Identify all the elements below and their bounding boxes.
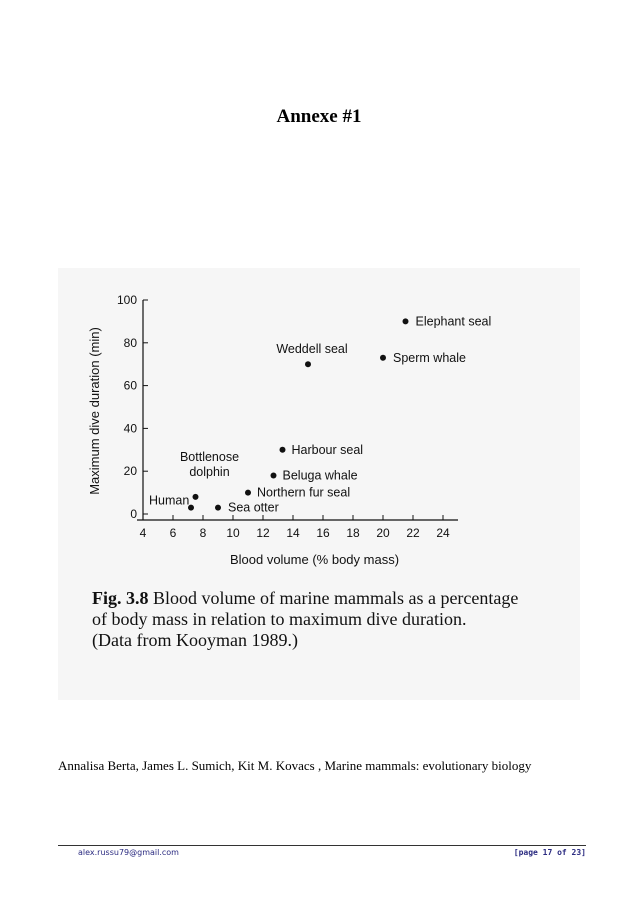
point-label-sea-otter: Sea otter [228,500,279,515]
page-heading: Annexe #1 [276,106,362,127]
x-tick-label: 18 [346,526,360,540]
point-label-elephant-seal: Elephant seal [415,314,492,329]
point-label-human: Human [149,493,190,508]
figure-caption-line3: (Data from Kooyman 1989.) [92,630,298,650]
data-point-northern-fur-seal [245,490,251,496]
x-tick-label: 8 [199,526,207,540]
y-tick-label: 60 [123,378,137,393]
data-point-sperm-whale [380,355,386,361]
x-tick-label: 20 [376,526,390,540]
point-label-sperm-whale: Sperm whale [393,350,466,365]
y-tick-label: 100 [116,293,137,307]
figure-caption-line1: Blood volume of marine mammals as a percentage [153,588,519,608]
x-tick-label: 16 [316,526,330,540]
figure-caption [92,588,562,651]
footer-rule [58,845,586,846]
footer-page-number: [page 17 of 23] [513,848,586,857]
figure-panel [58,268,580,700]
data-point-sea-otter [215,505,221,511]
y-tick-label: 20 [123,464,137,479]
point-label-weddell-seal: Weddell seal [276,342,348,357]
point-label-northern-fur-seal: Northern fur seal [257,485,351,500]
x-tick-label: 24 [436,526,450,540]
data-point-harbour-seal [280,447,286,453]
point-label-bottlenose-dolphin: Bottlenose dolphin [179,449,240,479]
x-tick-label: 12 [256,526,270,540]
figure-caption-label: Fig. 3.8 [92,588,149,608]
point-label-harbour-seal: Harbour seal [291,442,364,457]
data-point-beluga-whale [271,472,277,478]
point-label-beluga-whale: Beluga whale [282,468,358,483]
data-point-weddell-seal [305,361,311,367]
x-tick-label: 4 [139,526,147,540]
x-tick-label: 14 [286,526,300,540]
y-tick-label: 0 [130,507,137,521]
x-tick-label: 6 [169,526,177,540]
scatter-chart [58,268,580,568]
y-axis-label: Maximum dive duration (min) [87,327,102,495]
citation: Annalisa Berta, James L. Sumich, Kit M. Kovacs , Marine mammals: evolutionary biology [58,758,532,773]
x-tick-label: 10 [226,526,240,540]
x-tick-label: 22 [406,526,420,540]
data-point-bottlenose-dolphin [193,494,199,500]
y-tick-label: 40 [123,421,137,436]
y-tick-label: 80 [123,335,137,350]
footer-email[interactable]: alex.russu79@gmail.com [78,848,179,857]
data-point-elephant-seal [403,318,409,324]
figure-caption-line2: of body mass in relation to maximum dive duration. [92,609,467,629]
x-axis-label: Blood volume (% body mass) [229,552,400,567]
